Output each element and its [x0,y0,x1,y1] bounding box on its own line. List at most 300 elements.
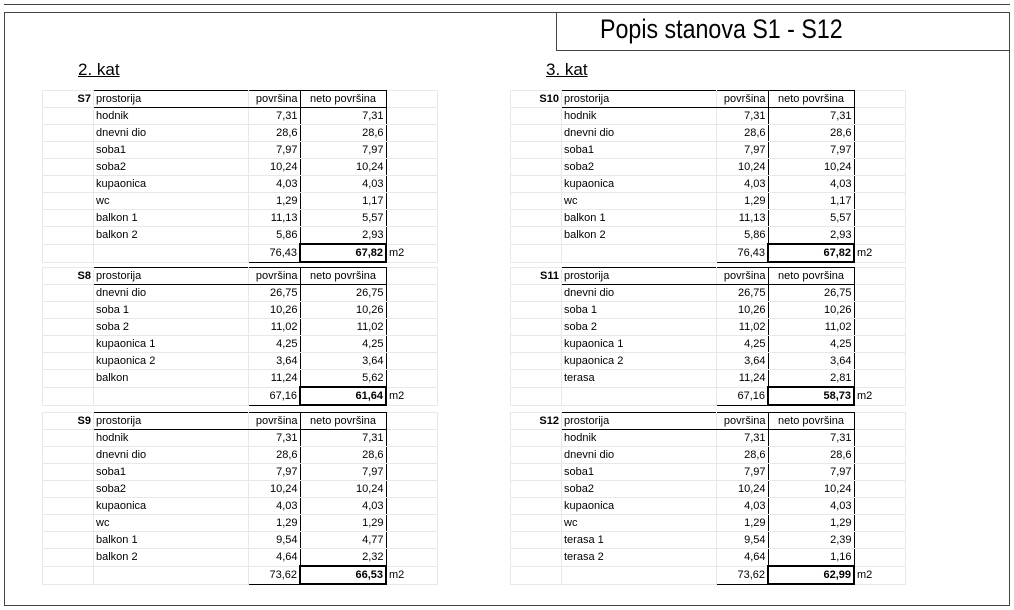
total-area: 67,16 [717,387,769,405]
header-net-area: neto površina [300,413,386,430]
empty-cell [43,566,94,584]
empty-cell [511,108,562,125]
top-rule [4,4,1010,5]
header-net-area: neto površina [768,413,854,430]
empty-cell [562,387,717,405]
empty-cell [511,549,562,567]
table-row [43,108,438,125]
empty-cell [854,159,906,176]
table-row [511,159,906,176]
room-net-area: 4,03 [768,498,854,515]
empty-cell [43,193,94,210]
room-net-area: 28,6 [768,447,854,464]
table-row [511,319,906,336]
room-net-area: 7,31 [768,430,854,447]
empty-cell [386,498,438,515]
empty-cell [511,176,562,193]
room-name: kupaonica [562,176,717,193]
room-net-area: 10,24 [768,481,854,498]
room-area: 11,24 [249,370,301,388]
room-area: 1,29 [717,193,769,210]
empty-cell [386,353,438,370]
room-net-area: 28,6 [300,125,386,142]
header-room: prostorija [562,413,717,430]
room-net-area: 10,24 [768,159,854,176]
total-row [43,566,438,584]
room-area: 28,6 [249,447,301,464]
room-net-area: 7,97 [768,142,854,159]
room-net-area: 4,03 [300,176,386,193]
total-net-area: 61,64 [300,387,386,405]
room-name: terasa [562,370,717,388]
table-row [511,498,906,515]
empty-cell [386,515,438,532]
table-row [43,210,438,227]
table-row [43,227,438,245]
table-row [43,353,438,370]
room-net-area: 5,62 [300,370,386,388]
empty-cell [43,176,94,193]
total-area: 73,62 [717,566,769,584]
empty-cell [511,336,562,353]
empty-cell [511,464,562,481]
table-row [511,370,906,388]
empty-cell [386,227,438,245]
header-net-area: neto površina [300,268,386,285]
unit-label: m2 [854,566,906,584]
room-area: 11,02 [717,319,769,336]
room-area: 10,24 [717,159,769,176]
empty-cell [511,498,562,515]
empty-cell [854,285,906,302]
room-area: 28,6 [717,447,769,464]
empty-cell [386,302,438,319]
empty-cell [854,430,906,447]
total-net-area: 67,82 [768,244,854,262]
header-area: površina [249,268,301,285]
room-area: 28,6 [249,125,301,142]
empty-cell [511,244,562,262]
empty-cell [854,302,906,319]
table-row [43,515,438,532]
empty-cell [43,319,94,336]
table-row [43,447,438,464]
table-row [511,464,906,481]
empty-cell [511,319,562,336]
room-area: 7,31 [249,108,301,125]
room-area: 1,29 [249,193,301,210]
room-net-area: 5,57 [768,210,854,227]
room-area: 9,54 [717,532,769,549]
empty-cell [43,515,94,532]
room-name: soba1 [94,142,249,159]
room-net-area: 5,57 [300,210,386,227]
header-area: površina [717,268,769,285]
room-name: wc [94,515,249,532]
apartment-table-s8 [42,267,438,406]
room-area: 1,29 [717,515,769,532]
room-name: hodnik [94,108,249,125]
room-area: 1,29 [249,515,301,532]
room-net-area: 1,16 [768,549,854,567]
room-area: 4,25 [717,336,769,353]
unit-label: m2 [386,387,438,405]
room-area: 7,97 [249,142,301,159]
room-name: hodnik [562,430,717,447]
empty-cell [854,176,906,193]
room-area: 3,64 [249,353,301,370]
empty-cell [854,91,906,108]
room-net-area: 2,81 [768,370,854,388]
room-area: 10,24 [249,159,301,176]
empty-cell [43,227,94,245]
apartment-table-s9 [42,412,438,585]
room-name: kupaonica [94,176,249,193]
table-row [511,430,906,447]
room-name: dnevni dio [562,125,717,142]
room-name: soba 1 [562,302,717,319]
empty-cell [511,227,562,245]
empty-cell [43,285,94,302]
empty-cell [386,159,438,176]
empty-cell [562,244,717,262]
room-net-area: 2,93 [300,227,386,245]
room-net-area: 10,24 [300,481,386,498]
empty-cell [854,498,906,515]
header-row [511,268,906,285]
header-room: prostorija [562,91,717,108]
table-row [43,176,438,193]
empty-cell [43,353,94,370]
empty-cell [854,515,906,532]
empty-cell [511,430,562,447]
room-name: kupaonica 1 [94,336,249,353]
apartment-id: S12 [511,413,562,430]
header-row [511,413,906,430]
room-area: 10,26 [717,302,769,319]
table-row [43,498,438,515]
room-name: soba 1 [94,302,249,319]
empty-cell [511,370,562,388]
empty-cell [386,142,438,159]
empty-cell [43,108,94,125]
table-row [43,370,438,388]
empty-cell [386,285,438,302]
room-net-area: 1,29 [768,515,854,532]
room-name: balkon 1 [94,532,249,549]
total-area: 67,16 [249,387,301,405]
empty-cell [511,353,562,370]
empty-cell [43,125,94,142]
room-area: 5,86 [717,227,769,245]
header-row [43,413,438,430]
table-row [43,481,438,498]
room-net-area: 1,17 [768,193,854,210]
table-row [43,142,438,159]
room-name: soba 2 [562,319,717,336]
total-net-area: 66,53 [300,566,386,584]
room-area: 10,24 [717,481,769,498]
apartment-id: S10 [511,91,562,108]
table-row [43,319,438,336]
empty-cell [43,387,94,405]
unit-label: m2 [386,566,438,584]
empty-cell [854,481,906,498]
empty-cell [511,447,562,464]
room-name: wc [562,193,717,210]
empty-cell [386,464,438,481]
table-row [511,142,906,159]
room-area: 3,64 [717,353,769,370]
empty-cell [511,566,562,584]
apartment-id: S11 [511,268,562,285]
room-area: 4,25 [249,336,301,353]
empty-cell [386,268,438,285]
apartment-table-s7 [42,90,438,263]
empty-cell [386,532,438,549]
room-net-area: 2,39 [768,532,854,549]
apartment-table-s12 [510,412,906,585]
empty-cell [43,532,94,549]
room-name: kupaonica 2 [562,353,717,370]
floor-heading-2: 2. kat [78,60,120,79]
total-row [511,566,906,584]
table-row [511,532,906,549]
room-area: 10,24 [249,481,301,498]
room-name: balkon [94,370,249,388]
room-net-area: 7,31 [768,108,854,125]
empty-cell [94,244,249,262]
room-area: 4,03 [717,176,769,193]
empty-cell [511,515,562,532]
room-area: 9,54 [249,532,301,549]
room-name: soba2 [94,159,249,176]
header-area: površina [249,91,301,108]
room-net-area: 3,64 [768,353,854,370]
table-row [43,125,438,142]
room-area: 7,31 [717,108,769,125]
table-row [43,302,438,319]
apartment-id: S8 [43,268,94,285]
room-net-area: 10,26 [300,302,386,319]
table-row [43,464,438,481]
room-area: 4,03 [249,176,301,193]
header-row [43,91,438,108]
table-row [43,159,438,176]
header-room: prostorija [562,268,717,285]
room-net-area: 26,75 [300,285,386,302]
table-row [43,549,438,567]
room-area: 7,31 [717,430,769,447]
header-row [43,268,438,285]
room-area: 5,86 [249,227,301,245]
empty-cell [562,566,717,584]
room-name: soba2 [562,159,717,176]
room-net-area: 4,77 [300,532,386,549]
room-area: 7,97 [249,464,301,481]
room-net-area: 2,93 [768,227,854,245]
room-area: 11,02 [249,319,301,336]
empty-cell [386,447,438,464]
table-row [511,515,906,532]
room-name: kupaonica [562,498,717,515]
empty-cell [43,142,94,159]
header-room: prostorija [94,91,249,108]
empty-cell [854,319,906,336]
room-area: 26,75 [249,285,301,302]
room-area: 4,64 [249,549,301,567]
room-name: kupaonica 2 [94,353,249,370]
room-net-area: 1,29 [300,515,386,532]
empty-cell [511,387,562,405]
empty-cell [854,125,906,142]
empty-cell [43,549,94,567]
empty-cell [386,413,438,430]
table-row [511,193,906,210]
room-area: 4,03 [249,498,301,515]
page-title: Popis stanova S1 - S12 [600,14,843,44]
table-row [511,227,906,245]
room-net-area: 11,02 [768,319,854,336]
empty-cell [511,481,562,498]
table-row [43,532,438,549]
empty-cell [386,336,438,353]
header-area: površina [717,413,769,430]
empty-cell [511,210,562,227]
empty-cell [386,319,438,336]
empty-cell [43,498,94,515]
room-net-area: 7,31 [300,430,386,447]
room-area: 4,03 [717,498,769,515]
room-net-area: 7,31 [300,108,386,125]
empty-cell [43,210,94,227]
table-row [511,176,906,193]
total-net-area: 62,99 [768,566,854,584]
room-net-area: 2,32 [300,549,386,567]
room-area: 11,13 [249,210,301,227]
header-net-area: neto površina [768,268,854,285]
room-net-area: 4,25 [768,336,854,353]
room-net-area: 3,64 [300,353,386,370]
header-net-area: neto površina [768,91,854,108]
empty-cell [854,268,906,285]
unit-label: m2 [386,244,438,262]
table-row [511,302,906,319]
room-area: 7,97 [717,464,769,481]
total-row [43,387,438,405]
header-room: prostorija [94,268,249,285]
empty-cell [854,549,906,567]
empty-cell [43,336,94,353]
total-net-area: 58,73 [768,387,854,405]
room-name: dnevni dio [94,285,249,302]
table-row [43,193,438,210]
apartment-table-s11 [510,267,906,406]
room-name: soba2 [562,481,717,498]
header-room: prostorija [94,413,249,430]
empty-cell [386,176,438,193]
total-row [511,387,906,405]
empty-cell [386,108,438,125]
empty-cell [43,481,94,498]
room-name: dnevni dio [94,125,249,142]
empty-cell [854,370,906,388]
room-net-area: 28,6 [300,447,386,464]
apartment-id: S7 [43,91,94,108]
room-net-area: 7,97 [300,142,386,159]
empty-cell [511,532,562,549]
floor-heading-3: 3. kat [546,60,588,79]
empty-cell [854,336,906,353]
room-net-area: 4,25 [300,336,386,353]
total-area: 76,43 [717,244,769,262]
empty-cell [511,125,562,142]
table-row [511,549,906,567]
table-row [511,108,906,125]
room-net-area: 10,26 [768,302,854,319]
table-row [511,336,906,353]
empty-cell [854,108,906,125]
table-row [511,447,906,464]
total-row [511,244,906,262]
unit-label: m2 [854,244,906,262]
room-name: soba 2 [94,319,249,336]
empty-cell [854,532,906,549]
room-net-area: 1,17 [300,193,386,210]
room-area: 7,97 [717,142,769,159]
room-name: hodnik [562,108,717,125]
empty-cell [386,125,438,142]
empty-cell [511,193,562,210]
empty-cell [94,566,249,584]
room-net-area: 26,75 [768,285,854,302]
room-name: balkon 2 [562,227,717,245]
room-net-area: 4,03 [768,176,854,193]
total-area: 76,43 [249,244,301,262]
room-area: 26,75 [717,285,769,302]
table-row [43,285,438,302]
room-area: 10,26 [249,302,301,319]
empty-cell [43,244,94,262]
empty-cell [854,227,906,245]
empty-cell [43,159,94,176]
empty-cell [854,210,906,227]
empty-cell [854,142,906,159]
room-area: 11,13 [717,210,769,227]
empty-cell [854,447,906,464]
room-net-area: 10,24 [300,159,386,176]
empty-cell [854,413,906,430]
empty-cell [386,430,438,447]
empty-cell [511,159,562,176]
table-row [511,210,906,227]
room-name: kupaonica [94,498,249,515]
header-area: površina [249,413,301,430]
room-net-area: 4,03 [300,498,386,515]
empty-cell [854,464,906,481]
room-name: balkon 1 [562,210,717,227]
empty-cell [511,285,562,302]
room-name: kupaonica 1 [562,336,717,353]
room-name: balkon 2 [94,227,249,245]
empty-cell [386,193,438,210]
empty-cell [511,142,562,159]
room-name: soba1 [94,464,249,481]
room-net-area: 7,97 [300,464,386,481]
room-name: soba2 [94,481,249,498]
empty-cell [386,549,438,567]
room-area: 4,64 [717,549,769,567]
